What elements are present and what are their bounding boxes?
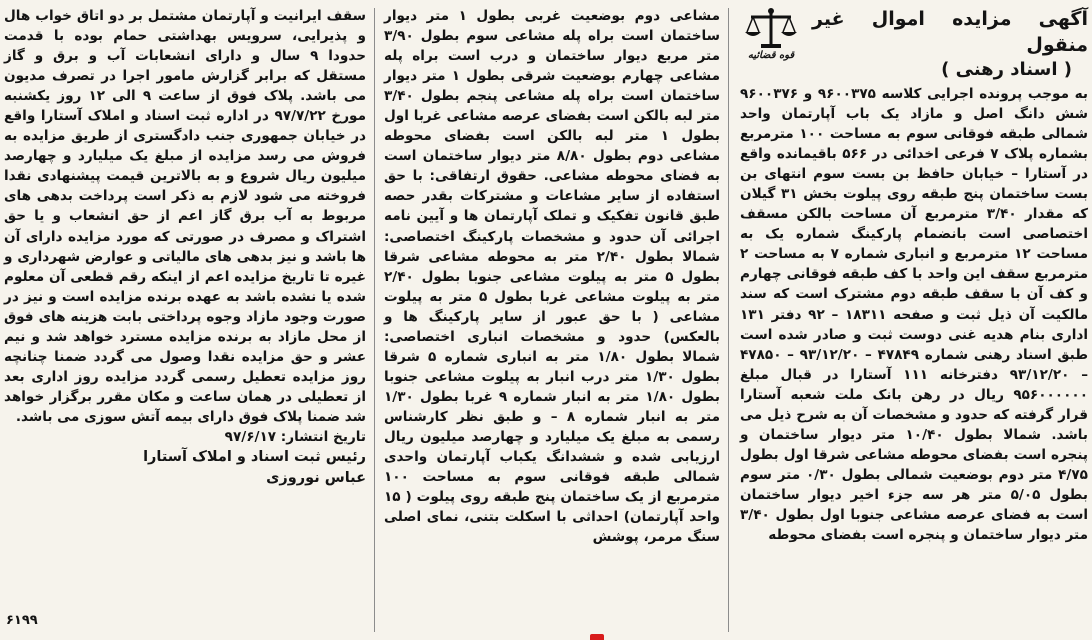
column-middle: [376, 0, 726, 640]
job-number: ۶۱۹۹: [6, 613, 38, 628]
judiciary-logo: [740, 6, 802, 62]
color-mark: [590, 634, 604, 640]
header-titles: [812, 6, 1088, 82]
notice-body-part-2: مشاعی دوم بوضعیت غربی بطول ۱ متر دیوار ساختمان است براه پله مشاعی سوم بطول ۳/۹۰ متر مربع دیوار ساختمان و درب است براه پله مشاعی چهارم بوضعیت شرقی بطول ۱ متر دیوار ساختمان است براه پله مشاعی پنجم بطول ۳/۴۰ متر لبه بالکن است بفضای عرصه مشاعی غربا اول بطول ۱ متر لبه بالکن است بفضای محوطه مشاعی دوم بطول ۸/۸۰ متر دیوار ساختمان است به فضای محوطه مشاعی. حقوق ارتفاقی: با حق استفاده از سایر مشاعات و مشترکات بقدر حصه طبق قانون تفکیک و تملک آپارتمان ها و آیین نامه اجرائی آن حدود و مشخصات پارکینگ اختصاصی: شمالا بطول ۲/۴۰ متر به محوطه مشاعی شرقا بطول ۵ متر به پیلوت مشاعی جنوبا بطول ۲/۴۰ متر به پیلوت مشاعی غربا بطول ۵ متر به پیلوت مشاعی ( با حق عبور از سایر پارکینگ ها و بالعکس) حدود و مشخصات انباری اختصاصی: شمالا بطول ۱/۸۰ متر به انباری شماره ۵ شرقا بطول ۱/۳۰ متر درب انبار به پیلوت مشاعی جنوبا بطول ۱/۸۰ متر به انبار شماره ۹ غربا بطول ۱/۳۰ متر به انبار شماره ۸ – و طبق نظر کارشناس رسمی به مبلغ یک میلیارد و چهارصد میلیون ریال ارزیابی شده و ششدانگ یکباب آپارتمان واحدی شمالی طبقه فوقانی سوم به مساحت ۱۰۰ مترمربع از یک ساختمان پنج طبقه روی پیلوت ( ۱۵ واحد آپارتمان) احداثی با اسکلت بتنی، نمای اصلی سنگ مرمر، پوشش: [384, 8, 721, 546]
notice-body-part-3: سقف ایرانیت و آپارتمان مشتمل بر دو اتاق خواب هال و پذیرایی، سرویس بهداشتی حمام بوده با قدمت حدودا ۹ سال و دارای انشعابات آب و برق و گاز مستقل که برابر گزارش مامور اجرا در تصرف مدیون می باشد. پلاک فوق از ساعت ۹ الی ۱۲ روز یکشنبه مورخ ۹۷/۷/۲۲ در اداره ثبت اسناد و املاک آستارا واقع در خیابان جمهوری جنب دادگستری از طریق مزایده به فروش می رسد مزایده از مبلغ یک میلیارد و چهارصد میلیون ریال شروع و به بالاترین قیمت پیشنهادی نقدا فروخته می شود لازم به ذکر است پرداخت بدهی های مربوط به آب برق گاز اعم از حق انشعاب و یا حق اشتراک و مصرف در صورتی که مورد مزایده دارای آن ها باشد و نیز بدهی های مالیاتی و عوارض شهرداری و غیره تا تاریخ مزایده اعم از اینکه رقم قطعی آن معلوم شده یا نشده باشد به عهده برنده مزایده است و نیز در صورت وجود مازاد وجوه پرداختی بابت هزینه های فوق از محل مازاد به برنده مزایده مسترد خواهد شد و نیم عشر و حق مزایده نقدا وصول می گردد ضمنا چنانچه روز مزایده تعطیل رسمی گردد مزایده روز اداری بعد از تعطیلی در همان ساعت و مکان مقرر برگزار خواهد شد ضمنا پلاک فوق دارای بیمه آتش سوزی می باشد.: [4, 8, 367, 425]
logo-caption: قوه قضائیه: [747, 50, 795, 61]
notice-subtitle: ( اسناد رهنی ): [941, 59, 1072, 80]
column-divider: [374, 8, 375, 632]
column-divider: [728, 8, 729, 632]
notice-body-part-1: به موجب پرونده اجرایی کلاسه ۹۶۰۰۳۷۵ و ۹۶۰۰۳۷۶ شش دانگ اصل و مازاد یک باب آپارتمان واحد شمالی طبقه فوقانی سوم به مساحت ۱۰۰ مترمربع بشماره پلاک ۷ فرعی اخدائی در ۵۶۶ باقیمانده واقع در آستارا – خیابان حافظ بن بست سوم انتهای بن بست ساختمان پنج طبقه روی پیلوت بخش ۳۱ گیلان که مقدار ۳/۴۰ مترمربع آن مساحت بالکن مسقف اختصاصی است بانضمام پارکینگ شماره یک به مساحت ۱۲ مترمربع و انباری شماره ۷ به مساحت ۲ مترمربع سقف این واحد با کف طبقه فوقانی چهارم و کف آن با سقف طبقه دوم مشترک است که سند مالکیت آن ذیل ثبت و صفحه ۱۸۳۱۱ – ۹۲ دفتر ۱۳۱ اداری بنام هدیه غنی دوست ثبت و صادر شده است طبق اسناد رهنی شماره ۴۷۸۴۹ – ۹۳/۱۲/۲۰ – ۴۷۸۵۰ – ۹۳/۱۲/۲۰ دفترخانه ۱۱۱ آستارا در قبال مبلغ ۹۵۶۰۰۰۰۰۰ ریال در رهن بانک ملت شعبه آستارا قرار گرفته که حدود و مشخصات آن به شرح ذیل می باشد. شمالا بطول ۱۰/۴۰ متر دیوار ساختمان و پنجره است بفضای محوطه مشاعی شرقا اول بطول ۴/۷۵ متر دوم بوضعیت شمالی بطول ۰/۳۰ متر سوم بطول ۵/۰۵ متر هر سه جزء اخیر دیوار ساختمان است به فضای عرصه مشاعی جنوبا اول بطول ۳/۴۰ متر دیوار ساختمان و پنجره است بفضای محوطه: [740, 86, 1089, 544]
signature-title: رئیس ثبت اسناد و املاک آستارا: [143, 449, 366, 466]
column-right: [730, 0, 1092, 640]
signature-name: عباس نوروزی: [266, 470, 366, 487]
column-left: [0, 0, 372, 640]
notice-header: [740, 6, 1088, 82]
notice-title: آگهی مزایده اموال غیر منقول: [812, 8, 1088, 56]
publish-date: تاریخ انتشار: ۹۷/۶/۱۷: [224, 428, 366, 445]
scales-of-justice-icon: [744, 6, 798, 50]
